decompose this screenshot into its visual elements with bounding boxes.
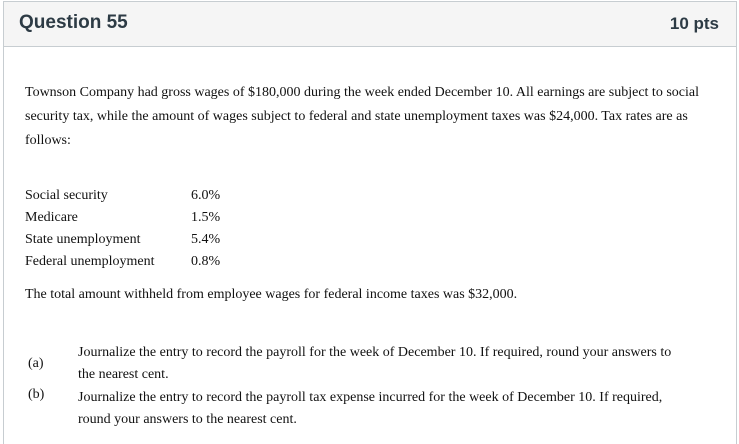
tax-rate-label: Social security (25, 188, 108, 203)
part-letter: (a) (28, 356, 44, 371)
withheld-statement: The total amount withheld from employee wages for federal income taxes was $32,000. (25, 287, 518, 302)
tax-rate-value: 6.0% (191, 188, 221, 203)
part-text: Journalize the entry to record the payroll tax expense incurred for the week of December 10. If required, round your answers to the nearest cent. (78, 390, 663, 427)
question-intro: Townson Company had gross wages of $180,000 during the week ended December 10. All earnings are subject to social security tax, while the amount of wages subject to federal and state unemployment taxes was $24,000. Tax rates are as follows: (25, 85, 699, 148)
question-header (4, 2, 736, 47)
part-text: Journalize the entry to record the payroll for the week of December 10. If required, round your answers to the nearest cent. (78, 345, 672, 382)
tax-rate-value: 1.5% (191, 210, 221, 225)
tax-rate-value: 0.8% (191, 254, 221, 269)
tax-rate-label: State unemployment (25, 232, 141, 247)
tax-rate-label: Medicare (25, 210, 78, 225)
question-card (3, 1, 737, 444)
tax-rates-table (25, 186, 285, 274)
part-letter: (b) (28, 387, 45, 402)
tax-rate-row (25, 186, 285, 208)
tax-rate-row (25, 252, 285, 274)
question-points: 10 pts (669, 14, 719, 33)
tax-rate-value: 5.4% (191, 232, 221, 247)
tax-rate-row (25, 208, 285, 230)
tax-rate-row (25, 230, 285, 252)
question-title: Question 55 (19, 12, 128, 33)
tax-rate-label: Federal unemployment (25, 254, 155, 269)
